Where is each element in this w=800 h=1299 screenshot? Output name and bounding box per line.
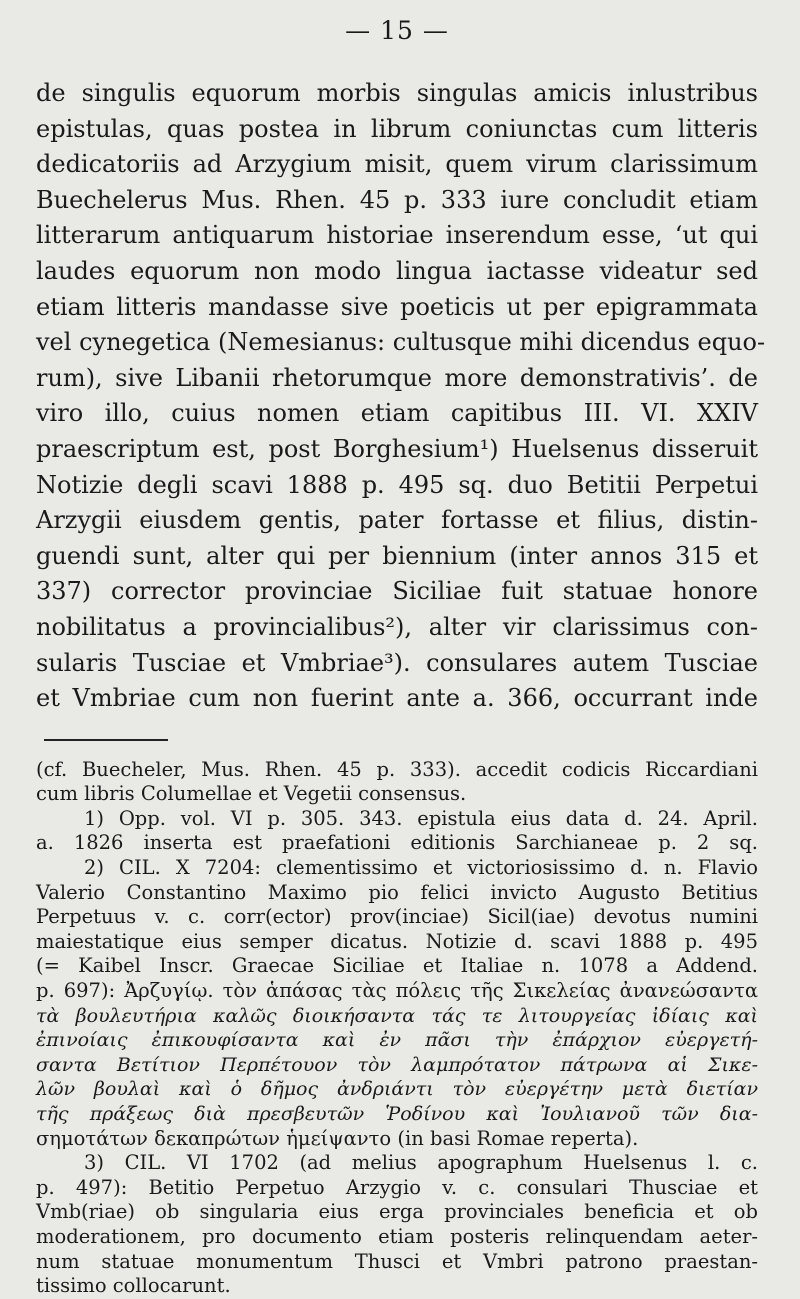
footnote-line: tissimo collocarunt. (36, 1274, 231, 1298)
greek-inscription-line: λῶν βουλαὶ καὶ ὁ δῆμος ἀνδριάντι τὸν εὐεργέτην μετὰ διετίαν (36, 1078, 758, 1101)
text-line: litterarum antiquarum historiae inserendum esse, ‘ut qui (36, 221, 758, 250)
footnote-line: num statuae monumentum Thusci et Vmbri patrono praestan- (36, 1249, 758, 1273)
greek-inscription-line: τὰ βουλευτήρια καλῶς διοικήσαντα τάς τε λιτουργείας ἰδίαις καὶ (36, 1004, 758, 1027)
footnote-3: 3) CIL. VI 1702 (ad melius apographum Huelsenus l. c. (84, 1151, 758, 1175)
text-line: sularis Tusciae et Vmbriae³). consulares autem Tusciae (36, 648, 758, 677)
footnote-1: 1) Opp. vol. VI p. 305. 343. epistula eius data d. 24. April. (84, 806, 758, 830)
footnote-line: p. 497): Betitio Perpetuo Arzygio v. c. consulari Thusciae et (36, 1175, 758, 1199)
text-line: dedicatoriis ad Arzygium misit, quem virum clarissimum (36, 150, 758, 179)
footnote-line: Perpetuus v. c. corr(ector) prov(inciae) Sicil(iae) devotus numini (36, 905, 758, 929)
text-line: praescriptum est, post Borghesium¹) Huelsenus disseruit (36, 434, 758, 463)
footnotes (36, 758, 758, 1299)
footnote-line: Vmb(riae) ob singularia eius erga provinciales beneficia et ob (36, 1200, 758, 1224)
main-text (36, 76, 766, 717)
text-line: Arzygii eiusdem gentis, pater fortasse et filius, distin- (36, 506, 758, 535)
greek-inscription-line: σαντα Βετίτιον Περπέτουον τὸν λαμπρότατον πάτρωνα αἱ Σικε- (36, 1053, 758, 1076)
footnote-line: σημοτάτων δεκαπρώτων ἡμείψαντο (in basi Romae reperta). (36, 1126, 639, 1150)
text-line: etiam litteris mandasse sive poeticis ut per epigrammata (36, 292, 758, 321)
footnote-line: maiestatique eius semper dicatus. Notizie d. scavi 1888 p. 495 (36, 929, 758, 953)
greek-inscription-line: ἐπινοίαις ἐπικουφίσαντα καὶ ἐν πᾶσι τὴν ἐπάρχιον εὐεργετή- (36, 1029, 758, 1052)
text-line: Buechelerus Mus. Rhen. 45 p. 333 iure concludit etiam (36, 185, 758, 214)
text-line: Notizie degli scavi 1888 p. 495 sq. duo Betitii Perpetui (36, 470, 758, 499)
greek-inscription-line: τῆς πράξεως διὰ πρεσβευτῶν Ῥοδίνου καὶ Ἰουλιανοῦ τῶν δια- (36, 1103, 758, 1125)
footnote-line: Valerio Constantino Maximo pio felici invicto Augusto Betitius (36, 880, 758, 904)
text-line: guendi sunt, alter qui per biennium (inter annos 315 et (36, 541, 758, 570)
text-line: rum), sive Libanii rhetorumque more demonstrativis’. de (36, 363, 758, 392)
text-line: epistulas, quas postea in librum coniunctas cum litteris (36, 114, 758, 143)
text-line: nobilitatus a provincialibus²), alter vir clarissimus con- (36, 612, 758, 641)
text-line: viro illo, cuius nomen etiam capitibus III. VI. XXIV (36, 399, 758, 428)
footnote-2: 2) CIL. X 7204: clementissimo et victoriosissimo d. n. Flavio (84, 856, 758, 880)
text-line: laudes equorum non modo lingua iactasse videatur sed (36, 256, 758, 285)
page-number: — 15 — (345, 16, 449, 45)
footnote-line: moderationem, pro documento etiam posteris relinquendam aeter- (36, 1224, 758, 1248)
text-line: 337) corrector provinciae Siciliae fuit statuae honore (36, 577, 758, 606)
footnote-line: (= Kaibel Inscr. Graecae Siciliae et Italiae n. 1078 a Addend. (36, 954, 758, 978)
text-line: et Vmbriae cum non fuerint ante a. 366, occurrant inde (36, 684, 758, 713)
footnote-line: p. 697): Ἀρζυγίῳ. τὸν ἁπάσας τὰς πόλεις τῆς Σικελείας ἀνανεώσαντα (36, 979, 758, 1003)
text-line: de singulis equorum morbis singulas amicis inlustribus (36, 79, 758, 107)
text-line: vel cynegetica (Nemesianus: cultusque mihi dicendus equo- (36, 328, 766, 357)
footnote-line: (cf. Buecheler, Mus. Rhen. 45 p. 333). accedit codicis Riccardiani (36, 757, 758, 781)
footnote-line: cum libris Columellae et Vegetii consensus. (36, 782, 467, 806)
footnote-line: a. 1826 inserta est praefationi editionis Sarchianeae p. 2 sq. (36, 831, 758, 855)
footnote-separator (44, 739, 168, 741)
